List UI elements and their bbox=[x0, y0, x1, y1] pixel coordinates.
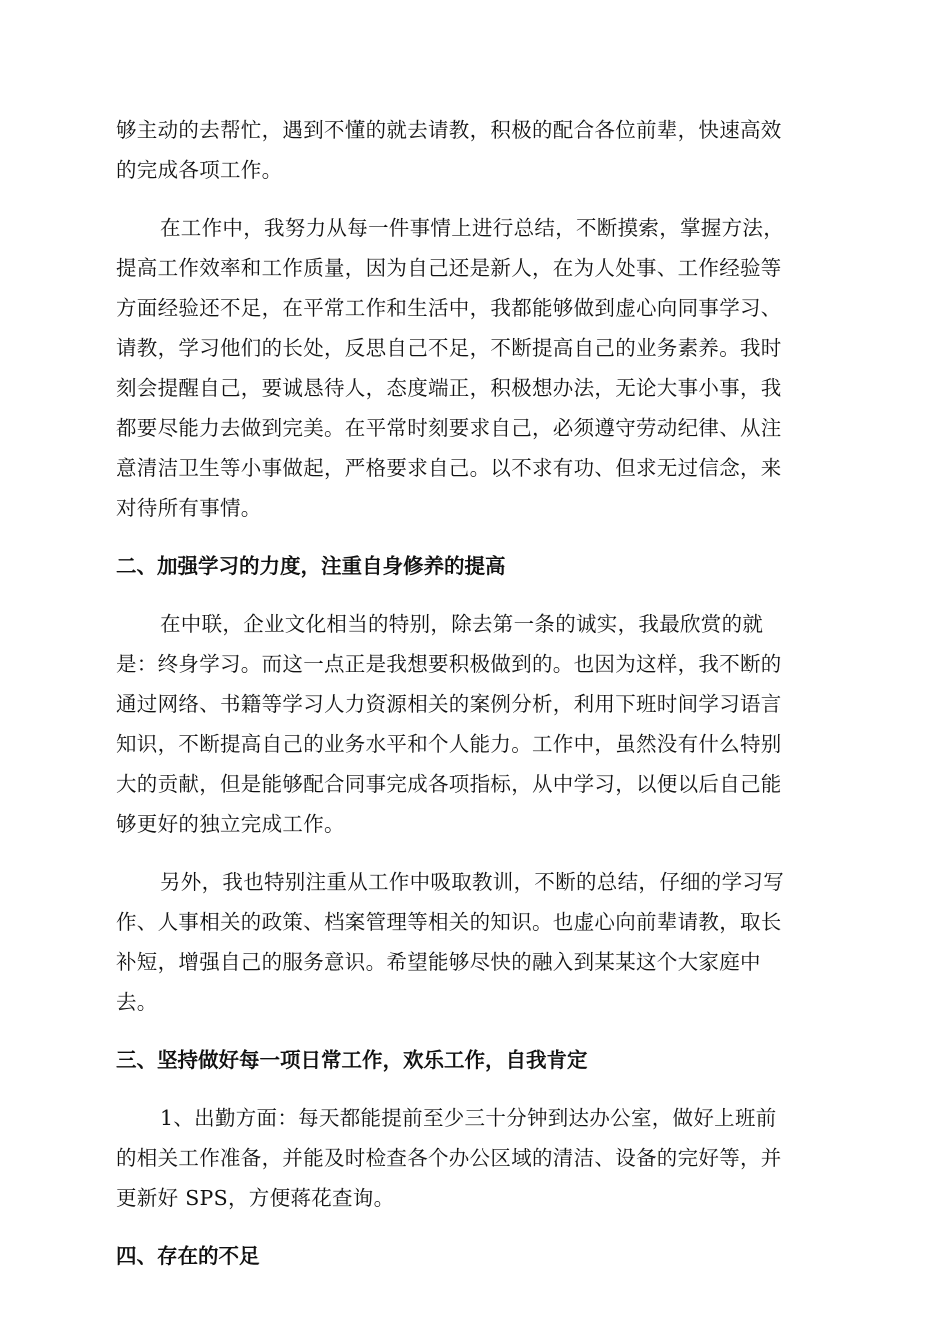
text-line: 意清洁卫生等小事做起，严格要求自己。以不求有功、但求无过信念，来 bbox=[116, 456, 782, 480]
text-line: 提高工作效率和工作质量，因为自己还是新人，在为人处事、工作经验等 bbox=[116, 256, 782, 280]
paragraph-continuation bbox=[116, 110, 832, 190]
text-line: 去。 bbox=[116, 990, 158, 1014]
text-line: 在工作中，我努力从每一件事情上进行总结，不断摸索，掌握方法， bbox=[160, 216, 784, 240]
text-line: 刻会提醒自己，要诚恳待人，态度端正，积极想办法，无论大事小事，我 bbox=[116, 376, 782, 400]
text-line: 1、出勤方面：每天都能提前至少三十分钟到达办公室，做好上班前 bbox=[160, 1106, 777, 1130]
text-line: 是：终身学习。而这一点正是我想要积极做到的。也因为这样，我不断的 bbox=[116, 652, 782, 676]
text-line: 作、人事相关的政策、档案管理等相关的知识。也虚心向前辈请教，取长 bbox=[116, 910, 782, 934]
text-line: 够主动的去帮忙，遇到不懂的就去请教，积极的配合各位前辈，快速高效 bbox=[116, 118, 782, 142]
text-line: 的完成各项工作。 bbox=[116, 158, 283, 182]
paragraph-additional bbox=[116, 862, 832, 1022]
section-heading-4: 四、存在的不足 bbox=[116, 1244, 260, 1268]
text-line: 知识，不断提高自己的业务水平和个人能力。工作中，虽然没有什么特别 bbox=[116, 732, 782, 756]
text-line: 请教，学习他们的长处，反思自己不足，不断提高自己的业务素养。我时 bbox=[116, 336, 782, 360]
text-line: 的相关工作准备，并能及时检查各个办公区域的清洁、设备的完好等，并 bbox=[116, 1146, 782, 1170]
text-line: 在中联，企业文化相当的特别，除去第一条的诚实，我最欣赏的就 bbox=[160, 612, 764, 636]
paragraph-attendance bbox=[116, 1098, 832, 1218]
text-line: 补短，增强自己的服务意识。希望能够尽快的融入到某某这个大家庭中 bbox=[116, 950, 761, 974]
text-line: 对待所有事情。 bbox=[116, 496, 262, 520]
paragraph-learning bbox=[116, 604, 832, 844]
text-line: 都要尽能力去做到完美。在平常时刻要求自己，必须遵守劳动纪律、从注 bbox=[116, 416, 782, 440]
text-line: 更新好 SPS，方便蒋花查询。 bbox=[116, 1186, 395, 1210]
text-line: 够更好的独立完成工作。 bbox=[116, 812, 345, 836]
paragraph-work-summary bbox=[116, 208, 832, 528]
section-heading-3: 三、坚持做好每一项日常工作，欢乐工作，自我肯定 bbox=[116, 1048, 588, 1072]
text-line: 另外，我也特别注重从工作中吸取教训，不断的总结，仔细的学习写 bbox=[160, 870, 784, 894]
text-line: 方面经验还不足，在平常工作和生活中，我都能够做到虚心向同事学习、 bbox=[116, 296, 782, 320]
section-heading-2: 二、加强学习的力度，注重自身修养的提高 bbox=[116, 554, 506, 578]
text-line: 大的贡献，但是能够配合同事完成各项指标，从中学习，以便以后自己能 bbox=[116, 772, 782, 796]
text-line: 通过网络、书籍等学习人力资源相关的案例分析，利用下班时间学习语言 bbox=[116, 692, 782, 716]
document-body bbox=[116, 110, 832, 1276]
